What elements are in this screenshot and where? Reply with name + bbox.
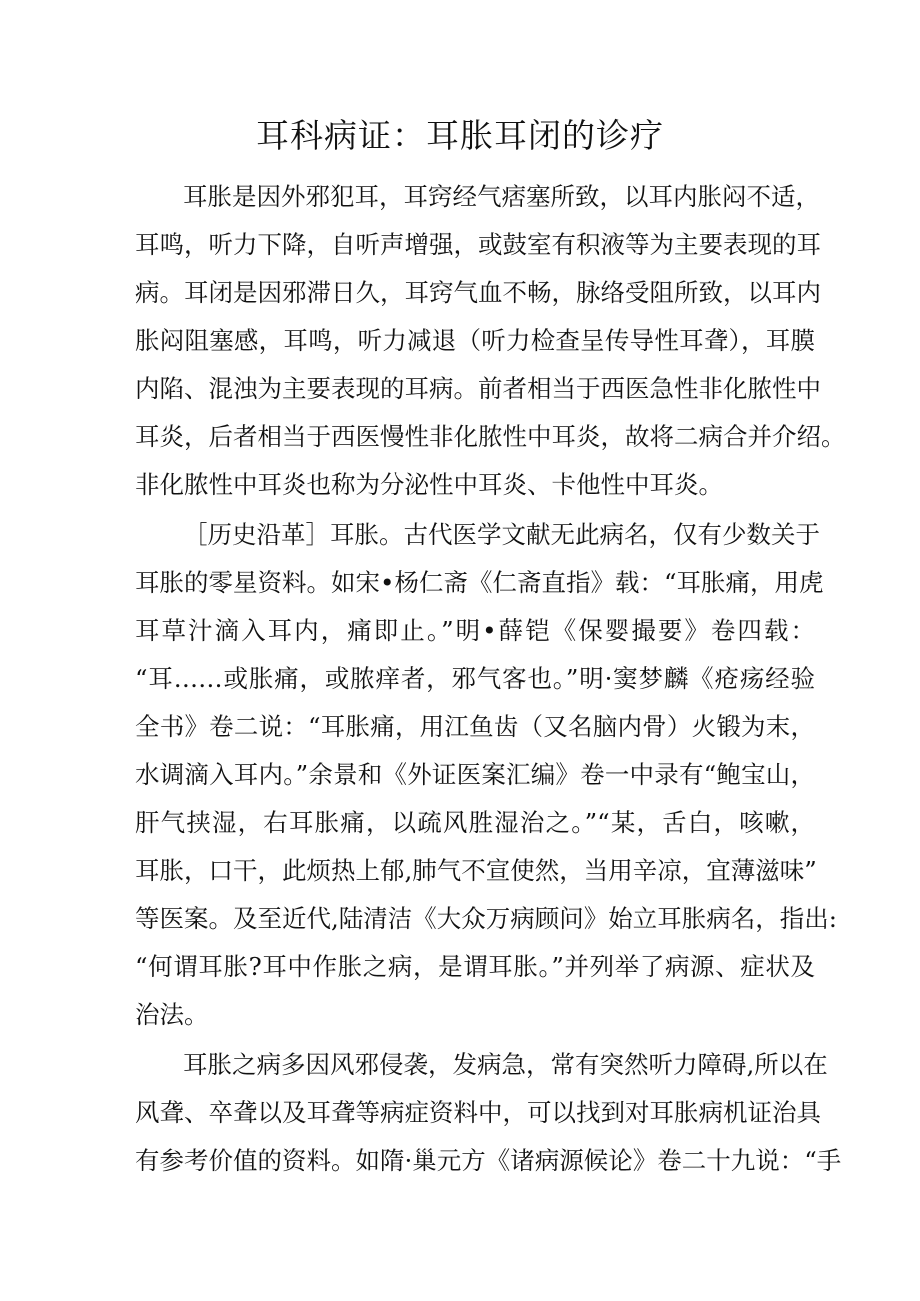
paragraph-3-line-2: 风聋、卒聋以及耳聋等病症资料中，可以找到对耳胀病机证治具: [135, 1098, 821, 1127]
paragraph-2-line-2: 耳胀的零星资料。如宋•杨仁斋《仁斋直指》载：“耳胀痛，用虎: [135, 568, 824, 597]
paragraph-3-line-3: 有参考价值的资料。如隋·巢元方《诸病源候论》卷二十九说：“手: [135, 1146, 842, 1175]
paragraph-1-line-6: 耳炎，后者相当于西医慢性非化脓性中耳炎，故将二病合并介绍。: [135, 422, 846, 451]
paragraph-1-line-1: 耳胀是因外邪犯耳，耳窍经气痞塞所致，以耳内胀闷不适，: [183, 182, 820, 211]
paragraph-1-line-2: 耳鸣，听力下降，自听声增强，或鼓室有积液等为主要表现的耳: [135, 230, 821, 259]
paragraph-2-line-5: 全书》卷二说：“耳胀痛，用江鱼齿（又名脑内骨）火锻为末，: [135, 712, 815, 741]
paragraph-2-line-10: “何谓耳胀?耳中作胀之病，是谓耳胀。”并列举了病源、症状及: [135, 952, 815, 981]
paragraph-2-line-6: 水调滴入耳内。”余景和《外证医案汇编》卷一中录有“鲍宝山，: [135, 760, 815, 789]
paragraph-2-line-9: 等医案。及至近代,陆清洁《大众万病顾问》始立耳胀病名，指出:: [135, 904, 838, 933]
paragraph-2-line-3: 耳草汁滴入耳内，痛即止。”明•薛铠《保婴撮要》卷四载：: [135, 616, 815, 645]
paragraph-2-line-11: 治法。: [135, 1000, 209, 1029]
paragraph-1-line-7: 非化脓性中耳炎也称为分泌性中耳炎、卡他性中耳炎。: [135, 470, 723, 499]
paragraph-3-line-1: 耳胀之病多因风邪侵袭，发病急，常有突然听力障碍,所以在: [183, 1050, 828, 1079]
page-title: 耳科病证：耳胀耳闭的诊疗: [256, 116, 664, 155]
paragraph-1-line-5: 内陷、混浊为主要表现的耳病。前者相当于西医急性非化脓性中: [135, 374, 821, 403]
paragraph-1-line-3: 病。耳闭是因邪滞日久，耳窍气血不畅，脉络受阻所致，以耳内: [135, 278, 821, 307]
paragraph-2-line-8: 耳胀，口干，此烦热上郁,肺气不宣使然，当用辛凉，宜薄滋味”: [135, 856, 817, 885]
paragraph-2-line-7: 肝气挟湿，右耳胀痛，以疏风胜湿治之。”“某，舌白，咳嗽，: [135, 808, 815, 837]
paragraph-2-line-4: “耳……或胀痛，或脓痒者，邪气客也。”明·窦梦麟《疮疡经验: [135, 664, 815, 693]
paragraph-2-line-1: ［历史沿革］耳胀。古代医学文献无此病名，仅有少数关于: [183, 520, 820, 549]
paragraph-1-line-4: 胀闷阻塞感，耳鸣，听力减退（听力检查呈传导性耳聋），耳膜: [135, 326, 815, 355]
